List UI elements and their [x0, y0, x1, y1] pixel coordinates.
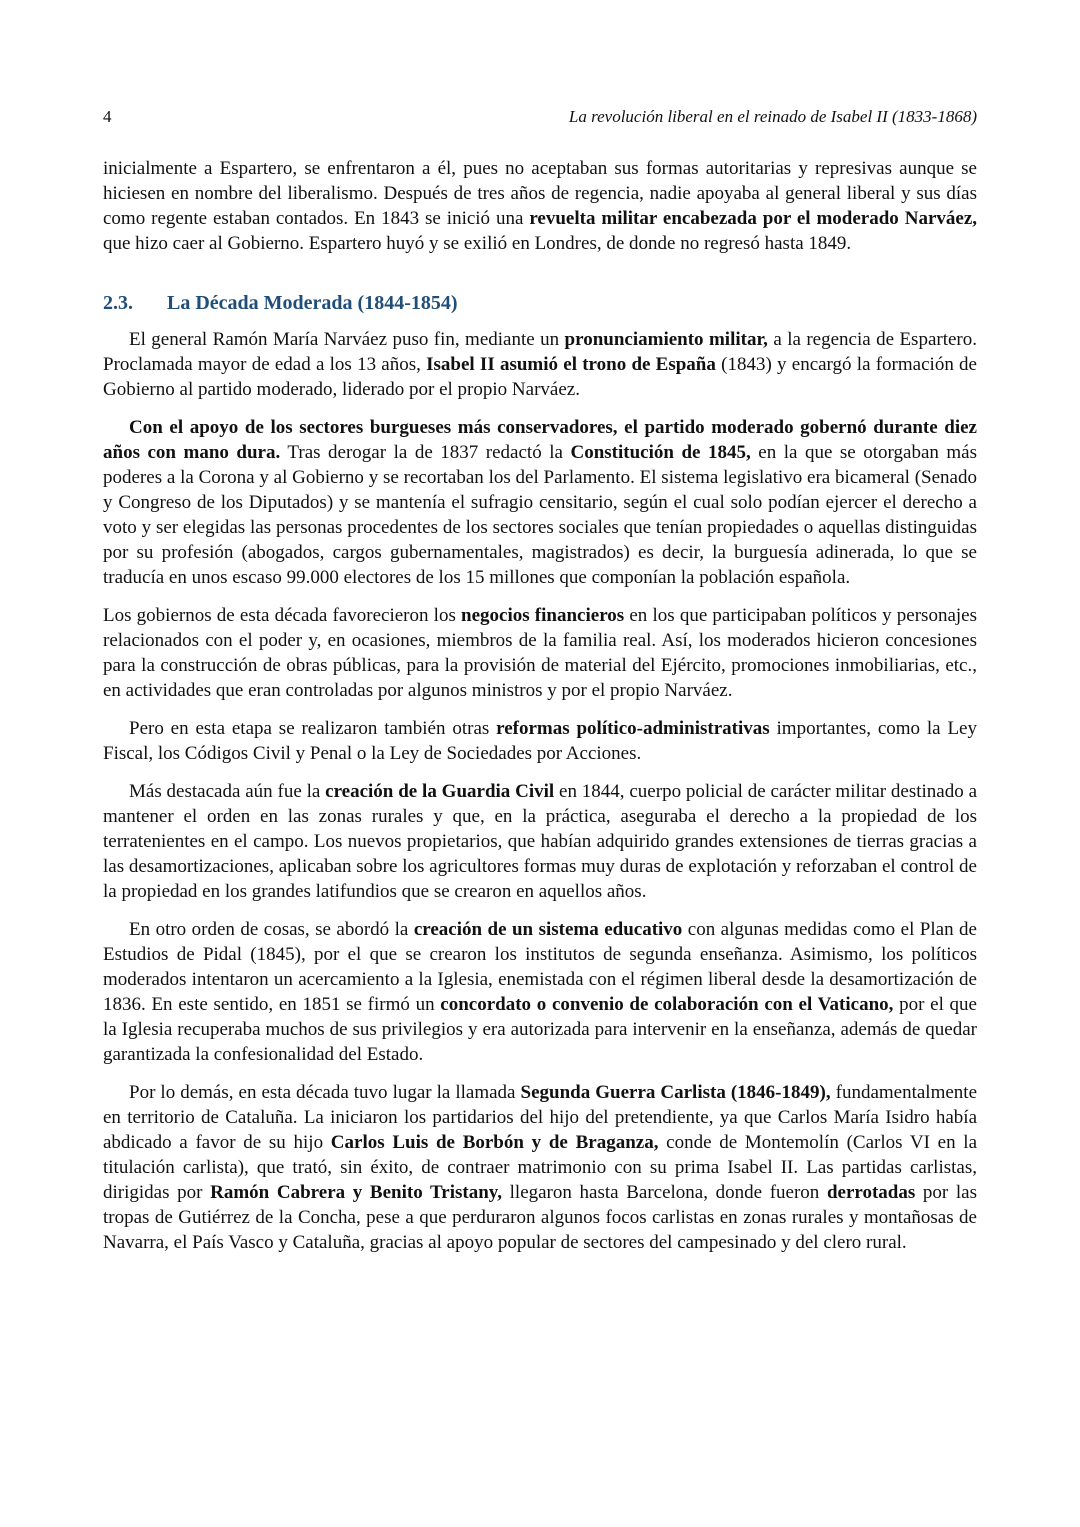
- paragraph-negocios-financieros: [103, 603, 977, 703]
- section-number: 2.3.: [103, 292, 133, 314]
- bold-run: derrotadas: [826, 1182, 916, 1203]
- continuation-paragraph: [103, 156, 977, 256]
- running-title: La revolución liberal en el reinado de Isabel II (1833-1868): [568, 107, 977, 126]
- bold-run: Ramón Cabrera y Benito Tristany,: [210, 1182, 502, 1203]
- page-number: 4: [103, 107, 112, 126]
- text-run: Los gobiernos de esta década favorecieron los: [103, 605, 462, 626]
- text-run: a la regencia de Espartero. Proclamada mayor de edad a los 13 años,: [103, 329, 977, 375]
- section-heading: [103, 290, 977, 316]
- bold-run: Constitución de 1845,: [570, 442, 751, 463]
- bold-run: creación de la Guardia Civil: [325, 781, 555, 802]
- text-run: Más destacada aún fue la: [129, 781, 326, 802]
- text-run: importantes, como la Ley Fiscal, los Códigos Civil y Penal o la Ley de Sociedades por Acciones.: [103, 718, 977, 764]
- text-run: El general Ramón María Narváez puso fin, mediante un: [129, 329, 565, 350]
- text-run: Tras derogar la de 1837 redactó la: [280, 442, 571, 463]
- page-content: [103, 156, 977, 1268]
- text-run: En otro orden de cosas, se abordó la: [129, 919, 414, 940]
- bold-run: negocios financieros: [461, 605, 625, 626]
- text-run: en la que se otorgaban más poderes a la Corona y al Gobierno y se recortaban los del Parlamento. El sistema legislativo era bicameral (Senado y Congreso de los Diputados) y se mantenía el sufragio censitario, según el cual solo podían ejercer el derecho a voto y ser elegidas las personas procedentes de los sectores sociales que tenían propiedades o aquellas distinguidas por su profesión (abogados, cargos gubernamentales, magistrados) es decir, la burguesía adinerada, lo que se traducía en unos escaso 99.000 electores de los 15 millones que componían la población española.: [103, 442, 978, 588]
- bold-run: reformas político-administrativas: [496, 718, 770, 739]
- text-run: fundamentalmente en territorio de Cataluña. La iniciaron los partidarios del hijo del pretendiente, ya que Carlos María Isidro había abdicado a favor de su hijo: [103, 1082, 977, 1153]
- bold-run: pronunciamiento militar,: [564, 329, 768, 350]
- text-run: inicialmente a Espartero, se enfrentaron a él, pues no aceptaban sus formas autoritarias y represivas aunque se hiciesen en nombre del liberalismo. Después de tres años de regencia, nadie apoyaba al general liberal y sus días como regente estaban contados. En 1843 se inició una: [103, 158, 977, 229]
- text-run: Por lo demás, en esta década tuvo lugar la llamada: [129, 1082, 521, 1103]
- text-run: en los que participaban políticos y personajes relacionados con el poder y, en ocasiones, miembros de la familia real. Así, los moderados hicieron concesiones para la construcción de obras públicas, para la provisión de material del Ejército, promociones inmobiliarias, etc., en actividades que eran controladas por algunos ministros y por el propio Narváez.: [103, 605, 977, 701]
- text-run: por el que la Iglesia recuperaba muchos de sus privilegios y era autorizada para intervenir en la enseñanza, además de quedar garantizada la confesionalidad del Estado.: [103, 994, 977, 1065]
- bold-run: creación de un sistema educativo: [413, 919, 683, 940]
- paragraph-reformas: [103, 716, 977, 766]
- section-title: La Década Moderada (1844-1854): [167, 292, 458, 314]
- paragraph-guardia-civil: [103, 779, 977, 904]
- text-run: llegaron hasta Barcelona, donde fueron: [501, 1182, 827, 1203]
- text-run: por las tropas de Gutiérrez de la Concha, pese a que perduraron algunos focos carlistas en zonas rurales y montañosas de Navarra, el País Vasco y Cataluña, gracias al apoyo popular de sectores del campesinado y del clero rural.: [103, 1182, 977, 1253]
- text-run: con algunas medidas como el Plan de Estudios de Pidal (1845), por el que se crearon los institutos de segunda enseñanza. Asimismo, los políticos moderados intentaron un acercamiento a la Iglesia, enemistada con el régimen liberal desde la desamortización de 1836. En este sentido, en 1851 se firmó un: [103, 919, 977, 1015]
- bold-run: Isabel II asumió el trono de España: [426, 354, 716, 375]
- text-run: en 1844, cuerpo policial de carácter militar destinado a mantener el orden en las zonas rurales y que, en la práctica, aseguraba el derecho a la propiedad de los terratenientes en el campo. Los nuevos propietarios, que habían adquirido grandes extensiones de tierras gracias a las desamortizaciones, aplicaban sobre los agricultores formas muy duras de explotación y reforzaban el control de la propiedad en los grandes latifundios que se crearon en aquellos años.: [103, 781, 977, 902]
- paragraph-constitucion-1845: [103, 415, 977, 590]
- paragraph-sistema-educativo: [103, 917, 977, 1067]
- paragraph-segunda-guerra-carlista: [103, 1080, 977, 1255]
- paragraph-narvaez-pronunciamiento: [103, 327, 977, 402]
- text-run: conde de Montemolín (Carlos VI en la titulación carlista), que trató, sin éxito, de contraer matrimonio con su prima Isabel II. Las partidas carlistas, dirigidas por: [103, 1132, 978, 1203]
- bold-run: Carlos Luis de Borbón y de Braganza,: [330, 1132, 659, 1153]
- bold-run: concordato o convenio de colaboración con el Vaticano,: [440, 994, 894, 1015]
- bold-run: Segunda Guerra Carlista (1846-1849),: [520, 1082, 831, 1103]
- bold-run: Con el apoyo de los sectores burgueses más conservadores, el partido moderado gobernó durante diez años con mano dura.: [103, 417, 977, 463]
- text-run: Pero en esta etapa se realizaron también otras: [129, 718, 497, 739]
- bold-run: revuelta militar encabezada por el moderado Narváez,: [529, 208, 978, 229]
- text-run: que hizo caer al Gobierno. Espartero huyó y se exilió en Londres, de donde no regresó hasta 1849.: [103, 233, 852, 254]
- text-run: (1843) y encargó la formación de Gobierno al partido moderado, liderado por el propio Narváez.: [103, 354, 977, 400]
